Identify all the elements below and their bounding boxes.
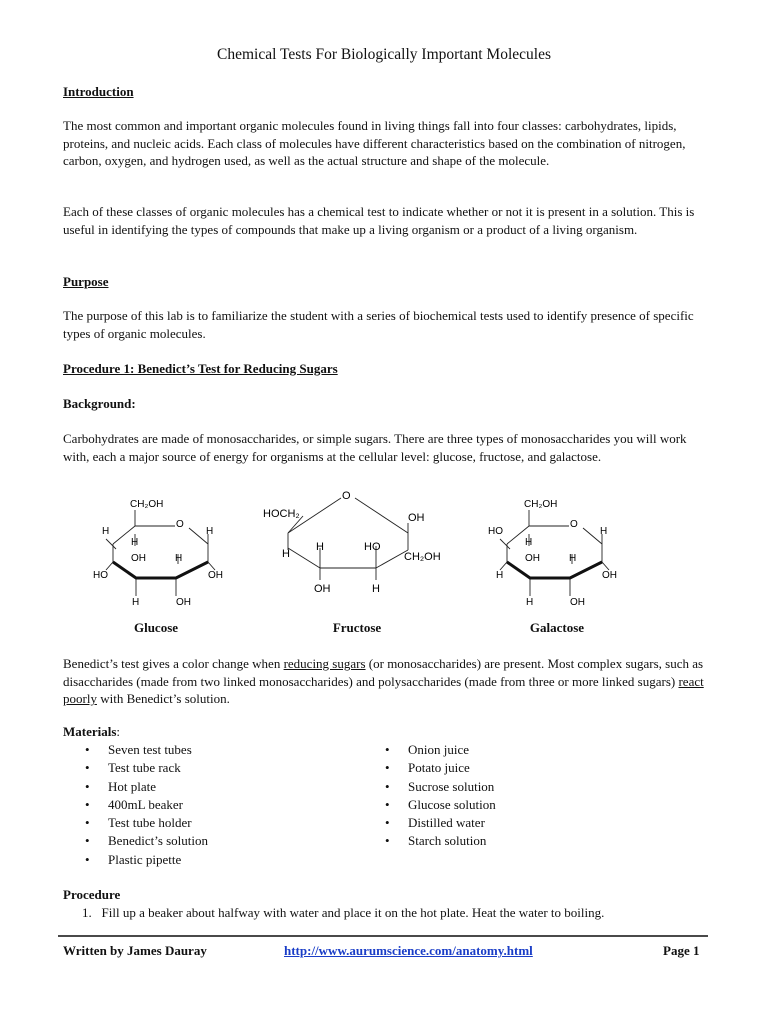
reducing-sugars-term: reducing sugars [283,656,366,671]
procedure-1-heading: Procedure 1: Benedict’s Test for Reducing Sugars [63,361,338,376]
fructose-structure-diagram [258,488,458,606]
glucose-h-right: H [206,526,214,537]
galactose-h-bottom: H [526,597,534,608]
galactose-h-left: H [496,570,504,581]
fructose-ch2oh: CH₂OH [404,551,441,563]
fructose-ho-inner: HO [364,541,381,553]
galactose-oh-bottom: OH [570,597,585,608]
material-item: • Distilled water [363,814,496,832]
procedure-heading: Procedure [63,887,121,902]
galactose-ring-o: O [570,519,578,530]
purpose-heading: Purpose [63,274,109,289]
benedict-paragraph [63,655,713,708]
galactose-oh-inner: OH [525,553,540,564]
benedict-text-2: (or monosaccharides) are present. Most complex sugars, such as disaccharides (made from two linked monosaccharides) and polysaccharides (made from three or more linked sugars) [63,656,704,689]
glucose-label: Glucose [133,620,179,635]
step-text: Fill up a beaker about halfway with water and place it on the hot plate. Heat the water to boiling. [101,905,605,920]
material-item: • Hot plate [63,778,208,796]
react-poorly-term: react poorly [63,673,704,706]
fructose-oh-bottom: OH [314,583,331,595]
introduction-heading: Introduction [63,84,134,99]
glucose-h-inner-1: H [131,537,139,548]
galactose-ho: HO [488,526,503,537]
material-item: • Test tube rack [63,759,208,777]
galactose-ch2oh: CH₂OH [524,499,558,510]
fructose-h-inner: H [316,541,324,553]
material-item: • Sucrose solution [363,778,496,796]
glucose-oh-right: OH [208,570,223,581]
fructose-hoch2: HOCH₂ [263,508,300,520]
galactose-h-inner-2: H [569,553,577,564]
glucose-h-inner-2: H [175,553,183,564]
glucose-h-bottom: H [132,597,140,608]
material-item: • Onion juice [363,741,496,759]
fructose-ring-o: O [342,490,351,502]
footer-author: Written by James Dauray [63,943,207,958]
materials-colon: : [116,724,121,739]
materials-heading: Materials [63,724,117,739]
galactose-h-right: H [600,526,608,537]
document-title: Chemical Tests For Biologically Important Molecules [217,46,551,63]
galactose-oh-right: OH [602,570,617,581]
galactose-structure-diagram [482,494,627,614]
background-paragraph: Carbohydrates are made of monosaccharides, or simple sugars. There are three types of monosaccharides you will work with, each a major source of energy for organisms at the cellular level: glucose, fructose, and galactose. [63,431,687,464]
material-item: • Glucose solution [363,796,496,814]
benedict-text-1: Benedict’s test gives a color change when [63,656,284,671]
material-item: • Potato juice [363,759,496,777]
introduction-paragraph-2: Each of these classes of organic molecules has a chemical test to indicate whether or not it is present in a solution. This is useful in identifying the types of compounds that make up a living organism or a product of a living organism. [63,204,695,237]
glucose-ho: HO [93,570,108,581]
materials-heading-wrap [63,724,120,740]
fructose-label: Fructose [332,620,382,635]
footer-link[interactable]: http://www.aurumscience.com/anatomy.html [284,943,533,958]
galactose-h-inner-1: H [525,537,533,548]
material-item: • Starch solution [363,832,496,850]
glucose-ring-o: O [176,519,184,530]
purpose-paragraph: The purpose of this lab is to familiarize the student with a series of biochemical tests used to identify presence of specific types of organic molecules. [63,308,694,341]
glucose-oh-inner: OH [131,553,146,564]
background-heading: Background: [63,396,136,411]
material-item: • Seven test tubes [63,741,208,759]
galactose-label: Galactose [529,620,585,635]
material-item: • Benedict’s solution [63,832,208,850]
footer-page-number: Page 1 [663,943,700,958]
benedict-text-3: with Benedict’s solution. [96,691,230,706]
glucose-oh-bottom: OH [176,597,191,608]
material-item: • Plastic pipette [63,851,208,869]
material-item: • Test tube holder [63,814,208,832]
footer-divider [58,935,708,937]
glucose-structure-diagram [88,494,233,614]
materials-list-right [363,741,496,851]
procedure-step-1 [82,905,604,921]
fructose-oh-top: OH [408,512,425,524]
materials-list-left [63,741,208,869]
step-number: 1. [82,905,92,920]
glucose-h-left: H [102,526,110,537]
introduction-paragraph-1: The most common and important organic molecules found in living things fall into four classes: carbohydrates, lipids, proteins, and nucleic acids. Each class of molecules have different characteristics based on the combination of nitrogen, carbon, oxygen, and hydrogen used, as well as the actual structure and shape of the molecule. [63,118,686,168]
fructose-h-left: H [282,548,290,560]
material-item: • 400mL beaker [63,796,208,814]
glucose-ch2oh: CH₂OH [130,499,164,510]
fructose-h-bottom: H [372,583,380,595]
